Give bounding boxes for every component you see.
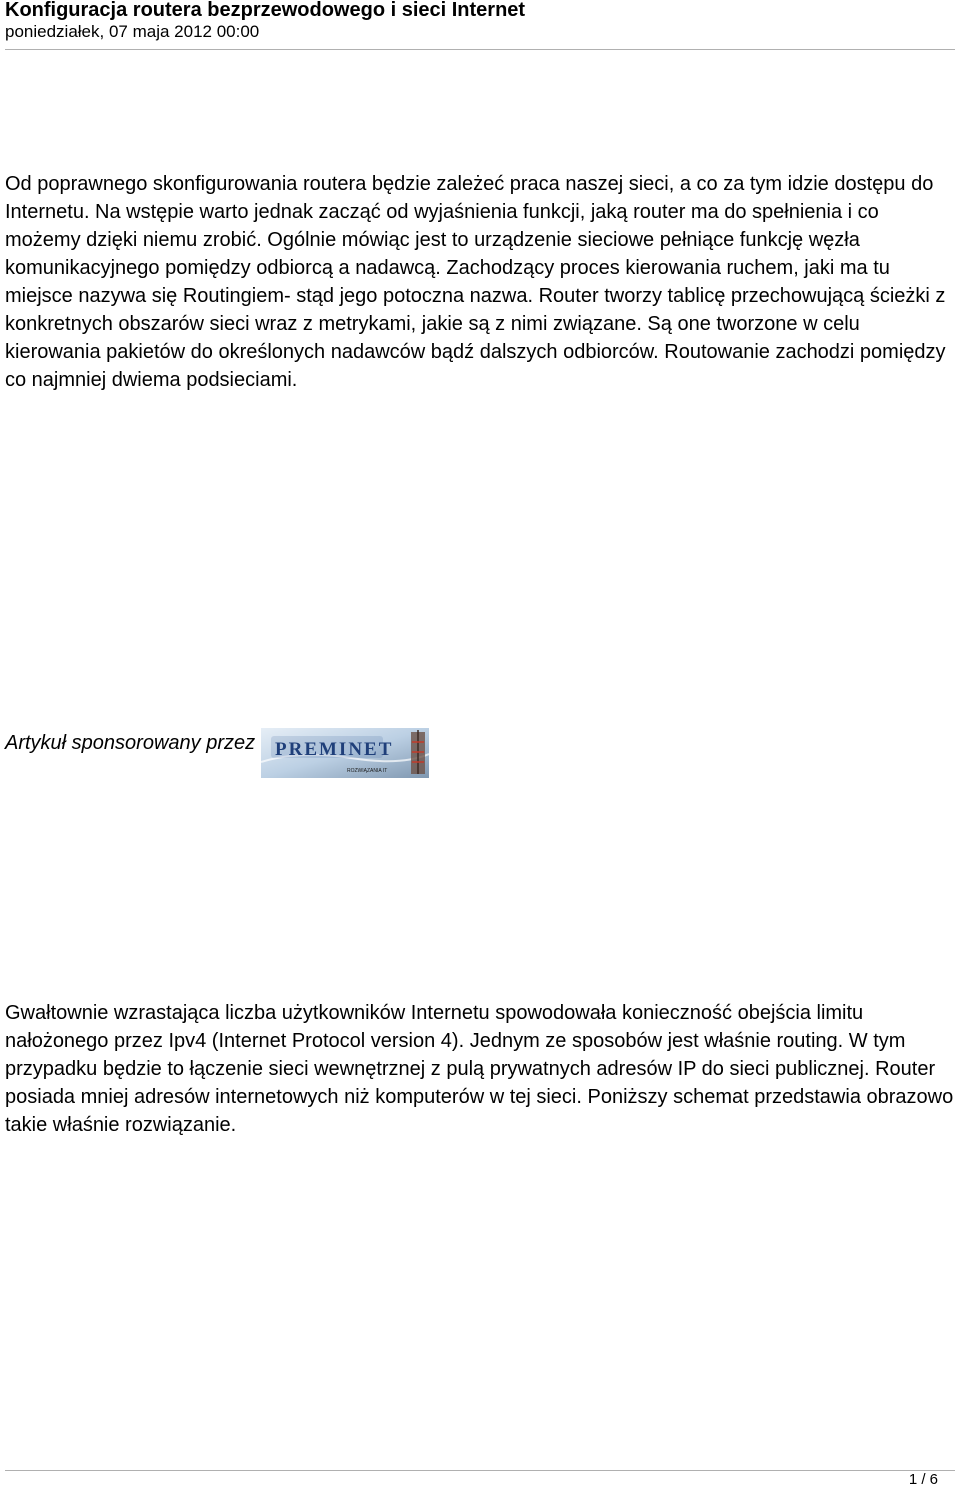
logo-wordmark: PREMINET: [275, 739, 394, 760]
sponsor-line: [5, 728, 429, 778]
article-paragraph-1: Od poprawnego skonfigurowania routera będzie zależeć praca naszej sieci, a co za tym idzie dostępu do Internetu. Na wstępie warto jednak zacząć od wyjaśnienia funkcji, jaką router ma do spełnienia i co możemy dzięki niemu zrobić. Ogólnie mówiąc jest to urządzenie sieciowe pełniące funkcję węzła komunikacyjnego pomiędzy odbiorcą a nadawcą. Zachodzący proces kierowania ruchem, jaki ma tu miejsce nazywa się Routingiem- stąd jego potoczna nazwa. Router tworzy tablicę przechowującą ścieżki z konkretnych obszarów sieci wraz z metrykami, jakie są z nimi związane. Są one tworzone w celu kierowania pakietów do określonych nadawców bądź dalszych odbiorców. Routowanie zachodzi pomiędzy co najmniej dwiema podsieciami.: [5, 173, 946, 391]
document-title: Konfiguracja routera bezprzewodowego i sieci Internet: [5, 0, 526, 21]
header-divider: [5, 49, 955, 50]
publish-date: poniedziałek, 07 maja 2012 00:00: [5, 22, 260, 41]
page-number: 1 / 6: [908, 1471, 938, 1488]
logo-subtitle: ROZWIĄZANIA IT: [347, 768, 388, 774]
footer-divider: [5, 1470, 955, 1471]
article-paragraph-2: Gwałtownie wzrastająca liczba użytkowników Internetu spowodowała konieczność obejścia limitu nałożonego przez Ipv4 (Internet Protocol version 4). Jednym ze sposobów jest właśnie routing. W tym przypadku będzie to łączenie sieci wewnętrznej z pulą prywatnych adresów IP do sieci publicznej. Router posiada mniej adresów internetowych niż komputerów w tej sieci. Poniższy schemat przedstawia obrazowo takie właśnie rozwiązanie.: [5, 1002, 954, 1136]
preminet-logo-image[interactable]: [261, 728, 429, 778]
sponsor-text: Artykuł sponsorowany przez: [5, 732, 256, 754]
